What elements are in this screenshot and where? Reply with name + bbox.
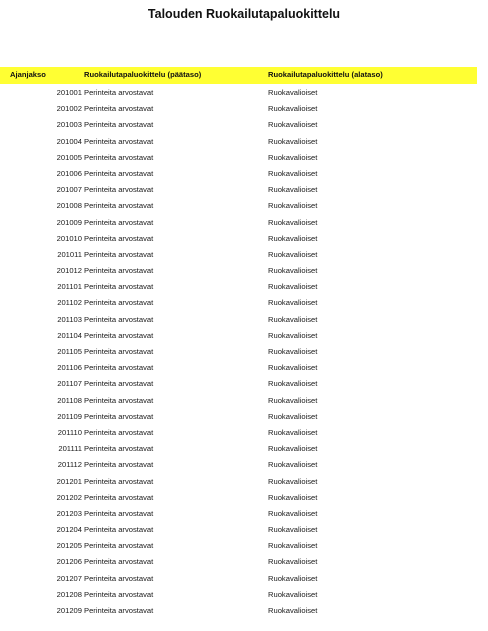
cell-main-class: Perinteita arvostavat [84, 573, 154, 583]
cell-sub-class: Ruokavalioiset [268, 557, 318, 567]
table-row [0, 313, 488, 329]
table-row [0, 539, 488, 555]
table-row [0, 183, 488, 199]
cell-period: 201104 [57, 330, 82, 340]
cell-period: 201204 [56, 525, 82, 535]
table-header [0, 67, 477, 84]
cell-main-class: Perinteita arvostavat [84, 460, 154, 470]
cell-period: 201205 [56, 541, 82, 551]
cell-sub-class: Ruokavalioiset [268, 330, 318, 340]
table-row [0, 410, 488, 426]
table-row [0, 426, 488, 442]
cell-period: 201003 [56, 120, 82, 130]
cell-main-class: Perinteita arvostavat [84, 379, 154, 389]
cell-sub-class: Ruokavalioiset [268, 525, 318, 535]
cell-period: 201005 [56, 152, 82, 162]
column-header-sub-class: Ruokailutapaluokittelu (alataso) [268, 70, 383, 79]
cell-main-class: Perinteita arvostavat [84, 314, 154, 324]
cell-main-class: Perinteita arvostavat [84, 249, 154, 259]
cell-period: 201106 [57, 363, 82, 373]
cell-period: 201111 [58, 444, 82, 454]
cell-main-class: Perinteita arvostavat [84, 217, 154, 227]
table-row [0, 491, 488, 507]
cell-main-class: Perinteita arvostavat [84, 104, 154, 114]
cell-period: 201109 [57, 411, 82, 421]
cell-sub-class: Ruokavalioiset [268, 460, 318, 470]
cell-main-class: Perinteita arvostavat [84, 168, 154, 178]
table-row [0, 604, 488, 620]
cell-main-class: Perinteita arvostavat [84, 444, 154, 454]
cell-sub-class: Ruokavalioiset [268, 508, 318, 518]
cell-sub-class: Ruokavalioiset [268, 266, 318, 276]
cell-period: 201011 [57, 249, 82, 259]
page-title: Talouden Ruokailutapaluokittelu [147, 7, 341, 21]
table-row [0, 135, 488, 151]
cell-sub-class: Ruokavalioiset [268, 379, 318, 389]
cell-period: 201110 [57, 427, 82, 437]
cell-sub-class: Ruokavalioiset [268, 427, 318, 437]
cell-period: 201009 [56, 217, 82, 227]
cell-main-class: Perinteita arvostavat [84, 606, 154, 615]
cell-main-class: Perinteita arvostavat [84, 233, 154, 243]
table-row [0, 248, 488, 264]
table-row [0, 216, 488, 232]
cell-sub-class: Ruokavalioiset [268, 476, 318, 486]
cell-sub-class: Ruokavalioiset [268, 492, 318, 502]
cell-sub-class: Ruokavalioiset [268, 541, 318, 551]
table-row [0, 458, 488, 474]
table-row [0, 475, 488, 491]
cell-main-class: Perinteita arvostavat [84, 152, 154, 162]
cell-sub-class: Ruokavalioiset [268, 136, 318, 146]
table-row [0, 86, 488, 102]
cell-main-class: Perinteita arvostavat [84, 557, 154, 567]
cell-sub-class: Ruokavalioiset [268, 120, 318, 130]
cell-main-class: Perinteita arvostavat [84, 395, 154, 405]
table-row [0, 572, 488, 588]
cell-period: 201112 [57, 460, 82, 470]
cell-period: 201207 [56, 573, 82, 583]
cell-main-class: Perinteita arvostavat [84, 525, 154, 535]
cell-main-class: Perinteita arvostavat [84, 363, 154, 373]
table-row [0, 296, 488, 312]
cell-main-class: Perinteita arvostavat [84, 330, 154, 340]
cell-sub-class: Ruokavalioiset [268, 347, 318, 356]
cell-period: 201201 [56, 476, 82, 486]
cell-main-class: Perinteita arvostavat [84, 298, 154, 308]
cell-main-class: Perinteita arvostavat [84, 589, 154, 599]
cell-sub-class: Ruokavalioiset [268, 363, 318, 373]
cell-period: 201004 [56, 136, 82, 146]
cell-main-class: Perinteita arvostavat [84, 120, 154, 130]
cell-sub-class: Ruokavalioiset [268, 589, 318, 599]
table-row [0, 199, 488, 215]
cell-period: 201007 [56, 185, 82, 195]
table-row [0, 345, 488, 361]
cell-period: 201108 [57, 395, 82, 405]
cell-period: 201208 [56, 589, 82, 599]
cell-sub-class: Ruokavalioiset [268, 185, 318, 195]
cell-main-class: Perinteita arvostavat [84, 541, 154, 551]
cell-period: 201002 [56, 104, 82, 114]
cell-period: 201102 [57, 298, 82, 308]
cell-sub-class: Ruokavalioiset [268, 88, 318, 97]
cell-main-class: Perinteita arvostavat [84, 282, 154, 292]
table-row [0, 151, 488, 167]
table-row [0, 442, 488, 458]
cell-main-class: Perinteita arvostavat [84, 492, 154, 502]
cell-main-class: Perinteita arvostavat [84, 88, 154, 97]
cell-sub-class: Ruokavalioiset [268, 314, 318, 324]
table-row [0, 555, 488, 571]
table-row [0, 377, 488, 393]
cell-sub-class: Ruokavalioiset [268, 606, 318, 615]
cell-sub-class: Ruokavalioiset [268, 395, 318, 405]
cell-main-class: Perinteita arvostavat [84, 508, 154, 518]
cell-period: 201006 [56, 168, 82, 178]
table-row [0, 507, 488, 523]
cell-period: 201103 [57, 314, 82, 324]
cell-period: 201001 [56, 88, 82, 97]
table-row [0, 264, 488, 280]
cell-sub-class: Ruokavalioiset [268, 282, 318, 292]
table-row [0, 394, 488, 410]
cell-sub-class: Ruokavalioiset [268, 298, 318, 308]
cell-sub-class: Ruokavalioiset [268, 152, 318, 162]
cell-period: 201209 [56, 606, 82, 615]
cell-period: 201107 [57, 379, 82, 389]
cell-period: 201012 [56, 266, 82, 276]
cell-period: 201010 [56, 233, 82, 243]
cell-sub-class: Ruokavalioiset [268, 233, 318, 243]
cell-main-class: Perinteita arvostavat [84, 427, 154, 437]
cell-period: 201203 [56, 508, 82, 518]
cell-sub-class: Ruokavalioiset [268, 104, 318, 114]
cell-sub-class: Ruokavalioiset [268, 201, 318, 211]
cell-sub-class: Ruokavalioiset [268, 573, 318, 583]
cell-sub-class: Ruokavalioiset [268, 168, 318, 178]
table-row [0, 118, 488, 134]
table-body [0, 86, 488, 620]
table-row [0, 102, 488, 118]
table-row [0, 280, 488, 296]
cell-sub-class: Ruokavalioiset [268, 217, 318, 227]
cell-period: 201105 [57, 347, 82, 356]
cell-period: 201202 [56, 492, 82, 502]
cell-main-class: Perinteita arvostavat [84, 185, 154, 195]
column-header-main-class: Ruokailutapaluokittelu (päätaso) [84, 70, 202, 79]
cell-main-class: Perinteita arvostavat [84, 476, 154, 486]
table-row [0, 232, 488, 248]
table-row [0, 167, 488, 183]
cell-main-class: Perinteita arvostavat [84, 347, 154, 356]
column-header-period: Ajanjakso [10, 70, 46, 79]
table-row [0, 523, 488, 539]
cell-period: 201101 [57, 282, 82, 292]
table-row [0, 361, 488, 377]
cell-main-class: Perinteita arvostavat [84, 201, 154, 211]
cell-period: 201008 [56, 201, 82, 211]
cell-main-class: Perinteita arvostavat [84, 136, 154, 146]
table-row [0, 329, 488, 345]
cell-sub-class: Ruokavalioiset [268, 444, 318, 454]
cell-period: 201206 [56, 557, 82, 567]
cell-main-class: Perinteita arvostavat [84, 266, 154, 276]
table-row [0, 588, 488, 604]
cell-sub-class: Ruokavalioiset [268, 411, 318, 421]
cell-sub-class: Ruokavalioiset [268, 249, 318, 259]
cell-main-class: Perinteita arvostavat [84, 411, 154, 421]
